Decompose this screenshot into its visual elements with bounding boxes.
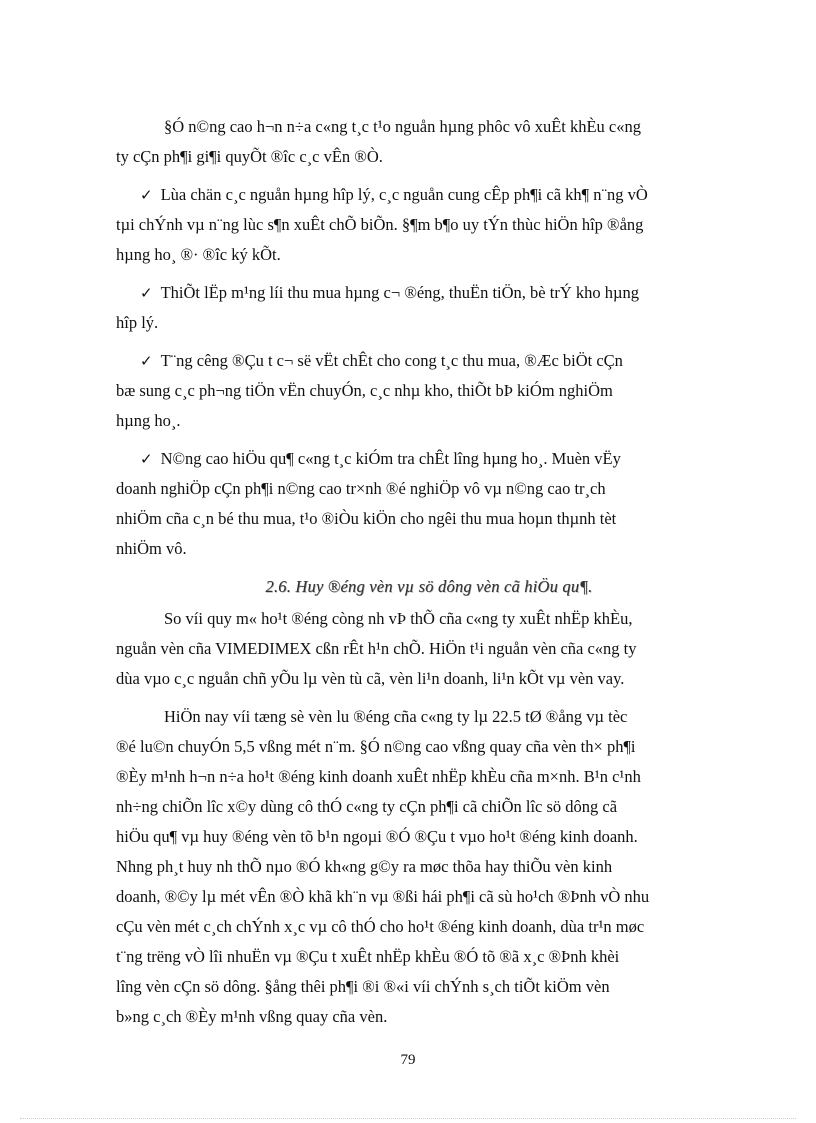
text-line: t¨ng trëng vÒ lîi nhuËn vµ ®Çu t xuÊt nhËp khÈu ®Ó tõ ®ã x¸c ®Þnh khèi bbox=[116, 947, 620, 966]
text-line: N©ng cao hiÖu qu¶ c«ng t¸c kiÓm tra chÊt lîng hµng ho¸. Muèn vËy bbox=[160, 449, 621, 468]
check-mark-icon: ✓ bbox=[140, 352, 153, 370]
text-line: ty cÇn ph¶i gi¶i quyÕt ®îc c¸c vÊn ®Ò. bbox=[116, 147, 383, 166]
page-number: 79 bbox=[400, 1052, 416, 1068]
text-line: nguån vèn cña VIMEDIMEX cßn rÊt h¹n chÕ. HiÖn t¹i nguån vèn cña c«ng ty bbox=[116, 639, 637, 658]
document-body bbox=[116, 112, 742, 1040]
text-line: dùa vµo c¸c nguån chñ yÕu lµ vèn tù cã, vèn li¹n doanh, li¹n kÕt vµ vèn vay. bbox=[116, 669, 625, 688]
text-line: b»ng c¸ch ®Èy m¹nh vßng quay cña vèn. bbox=[116, 1007, 388, 1026]
text-line: doanh, ®©y lµ mét vÊn ®Ò khã kh¨n vµ ®ßi hái ph¶i cã sù ho¹ch ®Þnh vÒ nhu bbox=[116, 887, 650, 906]
bullet-quality bbox=[116, 444, 742, 564]
text-line: hîp lý. bbox=[116, 313, 159, 332]
text-line: ThiÕt lËp m¹ng líi thu mua hµng c¬ ®éng, thuËn tiÖn, bè trÝ kho hµng bbox=[160, 283, 639, 302]
paragraph-intro bbox=[116, 112, 742, 172]
text-line: tµi chÝnh vµ n¨ng lùc s¶n xuÊt chÕ biÕn. §¶m b¶o uy tÝn thùc hiÖn hîp ®ång bbox=[116, 215, 644, 234]
check-mark-icon: ✓ bbox=[140, 186, 153, 204]
text-line: nhiÖm cña c¸n bé thu mua, t¹o ®iÒu kiÖn cho ngêi thu mua hoµn thµnh tèt bbox=[116, 509, 617, 528]
text-line: ®Èy m¹nh h¬n n÷a ho¹t ®éng kinh doanh xuÊt nhËp khÈu cña m×nh. B¹n c¹nh bbox=[116, 767, 641, 786]
bullet-investment bbox=[116, 346, 742, 436]
section-heading: 2.6. Huy ®éng vèn vµ sö dông vèn cã hiÖu qu¶. bbox=[265, 577, 593, 596]
text-line: So víi quy m« ho¹t ®éng còng nh vÞ thÕ cña c«ng ty xuÊt nhËp khÈu, bbox=[164, 609, 633, 628]
check-mark-icon: ✓ bbox=[140, 284, 153, 302]
text-line: ®é lu©n chuyÓn 5,5 vßng mét n¨m. §Ó n©ng cao vßng quay cña vèn th× ph¶i bbox=[116, 737, 636, 756]
paragraph-capital bbox=[116, 604, 742, 694]
text-line: nh÷ng chiÕn lîc x©y dùng cô thÓ c«ng ty cÇn ph¶i cã chiÕn lîc sö dông cã bbox=[116, 797, 618, 816]
paragraph-working-capital bbox=[116, 702, 742, 1032]
check-mark-icon: ✓ bbox=[140, 450, 153, 468]
bullet-network bbox=[116, 278, 742, 338]
text-line: HiÖn nay víi tæng sè vèn lu ®éng cña c«ng ty lµ 22.5 tØ ®ång vµ tèc bbox=[164, 707, 628, 726]
text-line: hiÖu qu¶ vµ huy ®éng vèn tõ b¹n ngoµi ®Ó ®Çu t vµo ho¹t ®éng kinh doanh. bbox=[116, 827, 638, 846]
text-line: lîng vèn cÇn sö dông. §ång thêi ph¶i ®i ®«i víi chÝnh s¸ch tiÕt kiÖm vèn bbox=[116, 977, 610, 996]
text-line: hµng ho¸ ®· ®îc ký kÕt. bbox=[116, 245, 281, 264]
text-line: cÇu vèn mét c¸ch chÝnh x¸c vµ cô thÓ cho ho¹t ®éng kinh doanh, dùa tr¹n møc bbox=[116, 917, 645, 936]
text-line: nhiÖm vô. bbox=[116, 539, 187, 558]
text-line: §Ó n©ng cao h¬n n÷a c«ng t¸c t¹o nguån hµng phôc vô xuÊt khÈu c«ng bbox=[164, 117, 642, 136]
text-line: doanh nghiÖp cÇn ph¶i n©ng cao tr×nh ®é nghiÖp vô vµ n©ng cao tr¸ch bbox=[116, 479, 606, 498]
text-line: Lùa chän c¸c nguån hµng hîp lý, c¸c nguån cung cÊp ph¶i cã kh¶ n¨ng vÒ bbox=[160, 185, 648, 204]
text-line: bæ sung c¸c ph¬ng tiÖn vËn chuyÓn, c¸c nhµ kho, thiÕt bÞ kiÓm nghiÖm bbox=[116, 381, 613, 400]
text-line: Nhng ph¸t huy nh thÕ nµo ®Ó kh«ng g©y ra møc thõa hay thiÕu vèn kinh bbox=[116, 857, 613, 876]
text-line: T¨ng cêng ®Çu t c¬ së vËt chÊt cho cong t¸c thu mua, ®Æc biÖt cÇn bbox=[160, 351, 623, 370]
page-bottom-rule bbox=[20, 1118, 796, 1119]
text-line: hµng ho¸. bbox=[116, 411, 181, 430]
bullet-sourcing bbox=[116, 180, 742, 270]
